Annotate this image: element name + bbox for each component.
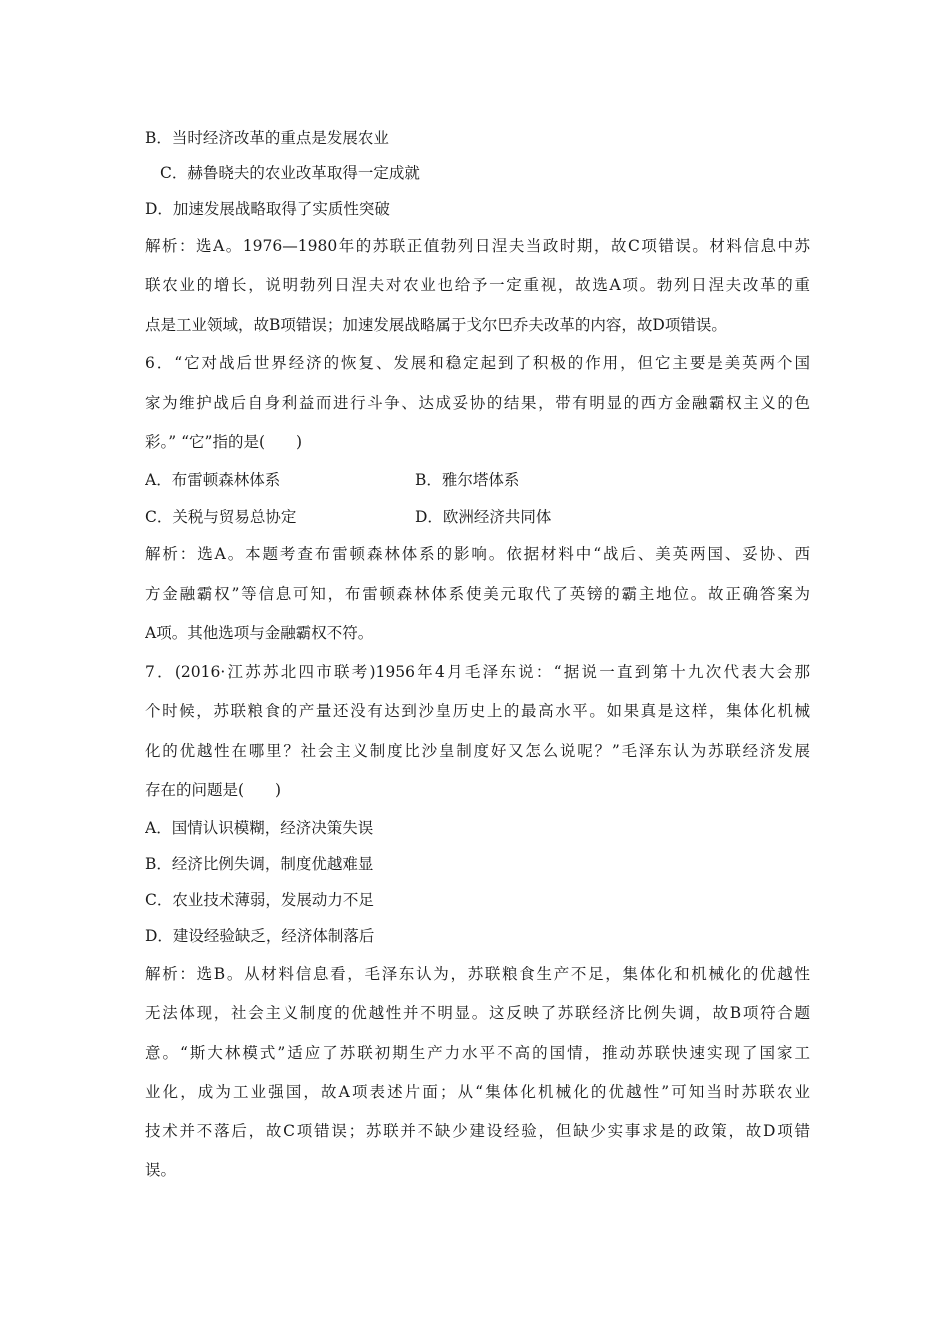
q6-analysis-line-3: A项。其他选项与金融霸权不符。 <box>145 624 374 642</box>
q7-analysis-line-2: 无法体现，社会主义制度的优越性并不明显。这反映了苏联经济比例失调，故B项符合题 <box>145 1004 810 1022</box>
q7-analysis-line-4: 业化，成为工业强国，故A项表述片面；从“集体化机械化的优越性”可知当时苏联农业 <box>145 1083 810 1101</box>
q7-option-b: B．经济比例失调，制度优越难显 <box>145 855 374 873</box>
q5-analysis-line-2: 联农业的增长，说明勃列日涅夫对农业也给予一定重视，故选A项。勃列日涅夫改革的重 <box>145 276 810 294</box>
q5-option-b: B．当时经济改革的重点是发展农业 <box>145 129 389 147</box>
q5-option-d: D．加速发展战略取得了实质性突破 <box>145 200 390 218</box>
q6-stem-line-2: 家为维护战后自身利益而进行斗争、达成妥协的结果，带有明显的西方金融霸权主义的色 <box>145 394 810 412</box>
q7-analysis-line-3: 意。“斯大林模式”适应了苏联初期生产力水平不高的国情，推动苏联快速实现了国家工 <box>145 1044 810 1062</box>
q7-option-a: A．国情认识模糊，经济决策失误 <box>145 819 374 837</box>
q7-analysis-line-6: 误。 <box>145 1161 177 1179</box>
q6-stem-line-1: 6．“它对战后世界经济的恢复、发展和稳定起到了积极的作用，但它主要是美英两个国 <box>145 354 810 372</box>
q5-analysis-line-3: 点是工业领域，故B项错误；加速发展战略属于戈尔巴乔夫改革的内容，故D项错误。 <box>145 316 727 334</box>
q7-analysis-line-1: 解析：选B。从材料信息看，毛泽东认为，苏联粮食生产不足，集体化和机械化的优越性 <box>145 965 810 983</box>
q7-option-c: C．农业技术薄弱，发展动力不足 <box>145 891 374 909</box>
q5-analysis-line-1: 解析：选A。1976—1980年的苏联正值勃列日涅夫当政时期，故C项错误。材料信息中苏 <box>145 237 810 255</box>
q7-option-d: D．建设经验缺乏，经济体制落后 <box>145 927 375 945</box>
q6-option-d: D．欧洲经济共同体 <box>415 508 552 526</box>
q6-option-a: A．布雷顿森林体系 <box>145 471 281 489</box>
q7-analysis-line-5: 技术并不落后，故C项错误；苏联并不缺少建设经验，但缺少实事求是的政策，故D项错 <box>145 1122 810 1140</box>
q6-stem-line-3: 彩。” “它”指的是( ) <box>145 433 303 451</box>
q7-stem-line-4: 存在的问题是( ) <box>145 781 282 799</box>
q6-option-c: C．关税与贸易总协定 <box>145 508 297 526</box>
q5-option-c: C．赫鲁晓夫的农业改革取得一定成就 <box>160 164 420 182</box>
q7-stem-line-1: 7．(2016·江苏苏北四市联考)1956年4月毛泽东说：“据说一直到第十九次代表大会那 <box>145 663 810 681</box>
q6-option-b: B．雅尔塔体系 <box>415 471 520 489</box>
q6-analysis-line-1: 解析：选A。本题考查布雷顿森林体系的影响。依据材料中“战后、美英两国、妥协、西 <box>145 545 810 563</box>
q7-stem-line-3: 化的优越性在哪里？社会主义制度比沙皇制度好又怎么说呢？”毛泽东认为苏联经济发展 <box>145 742 810 760</box>
q7-stem-line-2: 个时候，苏联粮食的产量还没有达到沙皇历史上的最高水平。如果真是这样，集体化机械 <box>145 702 810 720</box>
q6-analysis-line-2: 方金融霸权”等信息可知，布雷顿森林体系使美元取代了英镑的霸主地位。故正确答案为 <box>145 585 810 603</box>
